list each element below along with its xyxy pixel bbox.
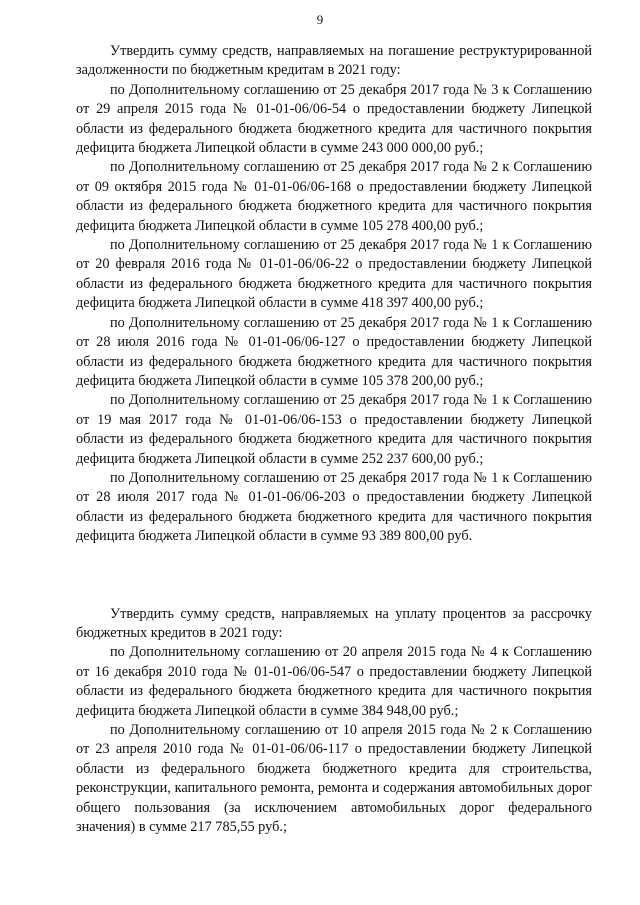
section1-item: по Дополнительному соглашению от 25 декабря 2017 года № 1 к Соглашению от 20 февраля 2016 года № 01-01-06/06-22 о предоставлении бюджету Липецкой области из федерального бюджета бюджетного кредита для частичного покрытия дефицита бюджета Липецкой области в сумме 418 397 400,00 руб.; [76,237,592,312]
page-number: 9 [316,12,324,27]
section-spacer [76,547,592,605]
section2-intro: Утвердить сумму средств, направляемых на уплату процентов за рассрочку бюджетных кредитов в 2021 году: [76,605,592,641]
section2-item: по Дополнительному соглашению от 20 апреля 2015 года № 4 к Соглашению от 16 декабря 2010 года № 01-01-06/06-547 о предоставлении бюджету Липецкой области из федерального бюджета бюджетного кредита для частичного покрытия дефицита бюджета Липецкой области в сумме 384 948,00 руб.; [76,644,592,719]
section1-item: по Дополнительному соглашению от 25 декабря 2017 года № 1 к Соглашению от 28 июля 2017 года № 01-01-06/06-203 о предоставлении бюджету Липецкой области из федерального бюджета бюджетного кредита для частичного покрытия дефицита бюджета Липецкой области в сумме 93 389 800,00 руб. [76,469,592,545]
section1-intro: Утвердить сумму средств, направляемых на погашение реструктурированной задолженности по бюджетным кредитам в 2021 году: [76,43,592,79]
section1-item: по Дополнительному соглашению от 25 декабря 2017 года № 1 к Соглашению от 28 июля 2016 года № 01-01-06/06-127 о предоставлении бюджету Липецкой области из федерального бюджета бюджетного кредита для частичного покрытия дефицита бюджета Липецкой области в сумме 105 378 200,00 руб.; [76,314,592,389]
section1-item: по Дополнительному соглашению от 25 декабря 2017 года № 1 к Соглашению от 19 мая 2017 года № 01-01-06/06-153 о предоставлении бюджету Липецкой области из федерального бюджета бюджетного кредита для частичного покрытия дефицита бюджета Липецкой области в сумме 252 237 600,00 руб.; [76,392,592,467]
section2-item: по Дополнительному соглашению от 10 апреля 2015 года № 2 к Соглашению от 23 апреля 2010 года № 01-01-06/06-117 о предоставлении бюджету Липецкой области из федерального бюджета бюджетного кредита для строительства, реконструкции, капитального ремонта, ремонта и содержания автомобильных дорог общего пользования (за исключением автомобильных дорог федерального значения) в сумме 217 785,55 руб.; [76,722,592,836]
section1-item: по Дополнительному соглашению от 25 декабря 2017 года № 3 к Соглашению от 29 апреля 2015 года № 01-01-06/06-54 о предоставлении бюджету Липецкой области из федерального бюджета бюджетного кредита для частичного покрытия дефицита бюджета Липецкой области в сумме 243 000 000,00 руб.; [76,81,592,157]
document-body [76,42,592,837]
section1-item: по Дополнительному соглашению от 25 декабря 2017 года № 2 к Соглашению от 09 октября 2015 года № 01-01-06/06-168 о предоставлении бюджету Липецкой области из федерального бюджета бюджетного кредита для частичного покрытия дефицита бюджета Липецкой области в сумме 105 278 400,00 руб.; [76,159,592,234]
